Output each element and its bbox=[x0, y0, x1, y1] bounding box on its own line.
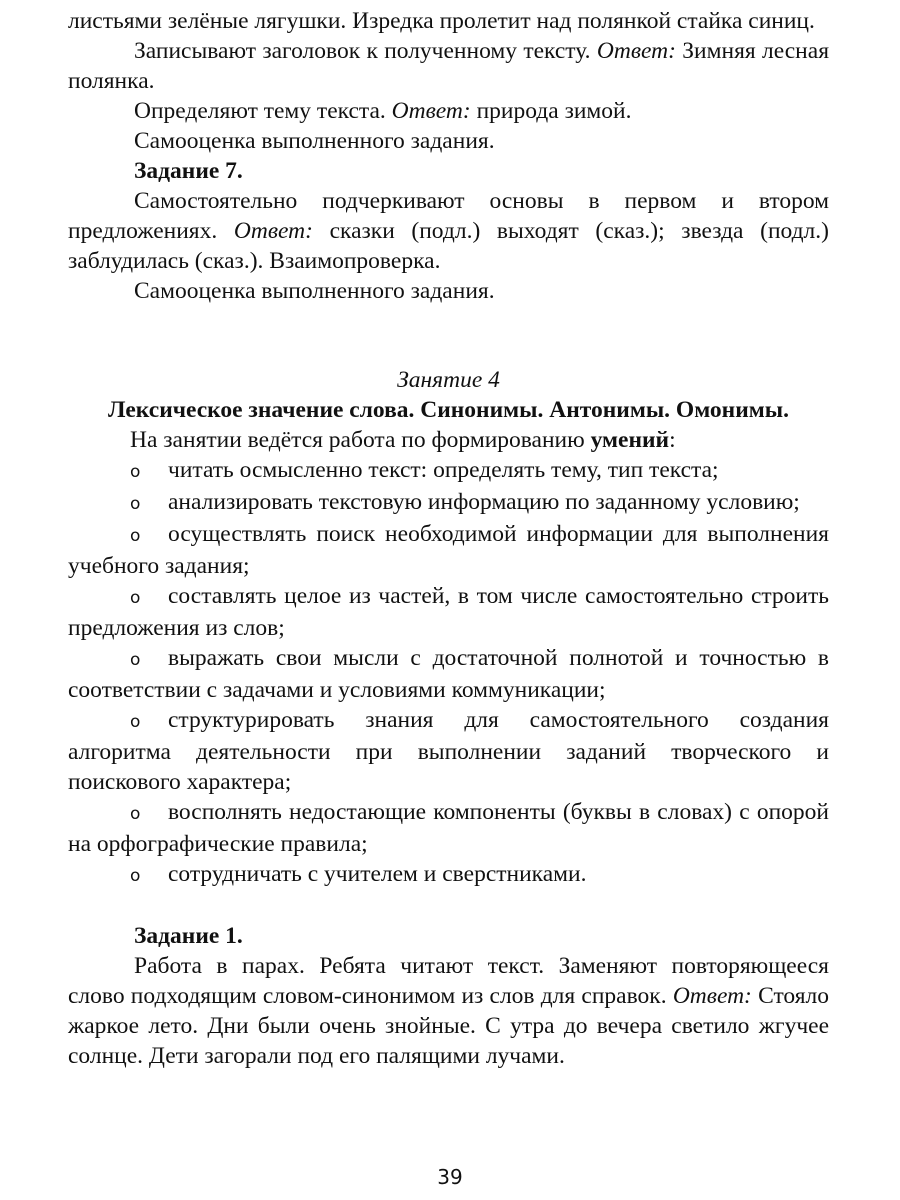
list-item bbox=[68, 455, 829, 487]
paragraph-text: Записывают заголовок к полученному тексту. bbox=[134, 38, 597, 64]
intro-colon: : bbox=[669, 427, 676, 453]
list-item-text: выражать свои мысли с достаточной полнотой и точностью в соответствии с задачами и условиями коммуникации; bbox=[68, 645, 829, 703]
task-7-heading: Задание 7. bbox=[134, 158, 243, 184]
list-item-text: читать осмысленно текст: определять тему, тип текста; bbox=[168, 457, 719, 483]
paragraph-frogs: листьями зелёные лягушки. Изредка пролетит над полянкой стайка синиц. bbox=[68, 8, 815, 34]
task-1-heading: Задание 1. bbox=[134, 923, 243, 949]
intro-bold-word: умений bbox=[590, 427, 670, 453]
answer-text: Стояло жаркое лето. Дни были очень знойные. С утра до вечера светило жгучее солнце. Дети загорали под его палящими лучами. bbox=[68, 983, 829, 1069]
list-item bbox=[68, 519, 829, 581]
list-item-text: осуществлять поиск необходимой информации для выполнения учебного задания; bbox=[68, 521, 829, 579]
lesson-number: Занятие 4 bbox=[397, 367, 500, 393]
bullet-circle-icon: o bbox=[130, 462, 141, 482]
section-spacer bbox=[68, 306, 829, 365]
list-item-text: структурировать знания для самостоятельного создания алгоритма деятельности при выполнении заданий творческого и поискового характера; bbox=[68, 707, 829, 795]
answer-label: Ответ: bbox=[672, 983, 752, 1009]
answer-text: природа зимой. bbox=[470, 98, 632, 124]
paragraph-task-7 bbox=[68, 186, 829, 276]
section-spacer bbox=[68, 891, 829, 921]
self-assessment-line: Самооценка выполненного задания. bbox=[134, 128, 495, 154]
list-item-text: анализировать текстовую информацию по заданному условию; bbox=[168, 489, 800, 515]
self-assessment-line: Самооценка выполненного задания. bbox=[134, 278, 495, 304]
answer-text: сказки (подл.) выходят (сказ.); звезда (подл.) заблудилась (сказ.). Взаимопроверка. bbox=[68, 218, 829, 274]
bullet-circle-icon: o bbox=[130, 712, 141, 732]
answer-text: Зимняя лесная полянка. bbox=[68, 38, 830, 94]
bullet-circle-icon: o bbox=[130, 588, 141, 608]
answer-label: Ответ: bbox=[233, 218, 313, 244]
paragraph-text: Самостоятельно подчеркивают основы в первом и втором предложениях. bbox=[68, 188, 829, 244]
bullet-circle-icon: o bbox=[130, 804, 141, 824]
list-item bbox=[68, 581, 829, 643]
answer-label: Ответ: bbox=[596, 38, 676, 64]
lesson-intro bbox=[68, 425, 829, 455]
list-item bbox=[68, 487, 829, 519]
list-item bbox=[68, 643, 829, 705]
paragraph-title-task bbox=[68, 36, 829, 96]
list-item bbox=[68, 859, 829, 891]
list-item-text: восполнять недостающие компоненты (буквы в словах) с опорой на орфографические правила; bbox=[68, 799, 829, 857]
page-number: 39 bbox=[437, 1165, 463, 1189]
intro-text: На занятии ведётся работа по формированию bbox=[130, 427, 591, 453]
skills-list bbox=[68, 455, 829, 891]
list-item bbox=[68, 705, 829, 797]
paragraph-text: Определяют тему текста. bbox=[134, 98, 392, 124]
paragraph-task-1 bbox=[68, 951, 829, 1071]
list-item-text: составлять целое из частей, в том числе самостоятельно строить предложения из слов; bbox=[68, 583, 829, 641]
bullet-circle-icon: o bbox=[130, 866, 141, 886]
bullet-circle-icon: o bbox=[130, 494, 141, 514]
paragraph-topic-task bbox=[68, 96, 829, 126]
bullet-circle-icon: o bbox=[130, 526, 141, 546]
lesson-title: Лексическое значение слова. Синонимы. Антонимы. Омонимы. bbox=[108, 397, 789, 423]
answer-label: Ответ: bbox=[391, 98, 471, 124]
bullet-circle-icon: o bbox=[130, 650, 141, 670]
list-item-text: сотрудничать с учителем и сверстниками. bbox=[168, 861, 587, 887]
paragraph-text: Работа в парах. Ребята читают текст. Заменяют повторяющееся слово подходящим словом-синонимом из слов для справок. bbox=[68, 953, 829, 1009]
document-page bbox=[68, 6, 829, 1071]
list-item bbox=[68, 797, 829, 859]
